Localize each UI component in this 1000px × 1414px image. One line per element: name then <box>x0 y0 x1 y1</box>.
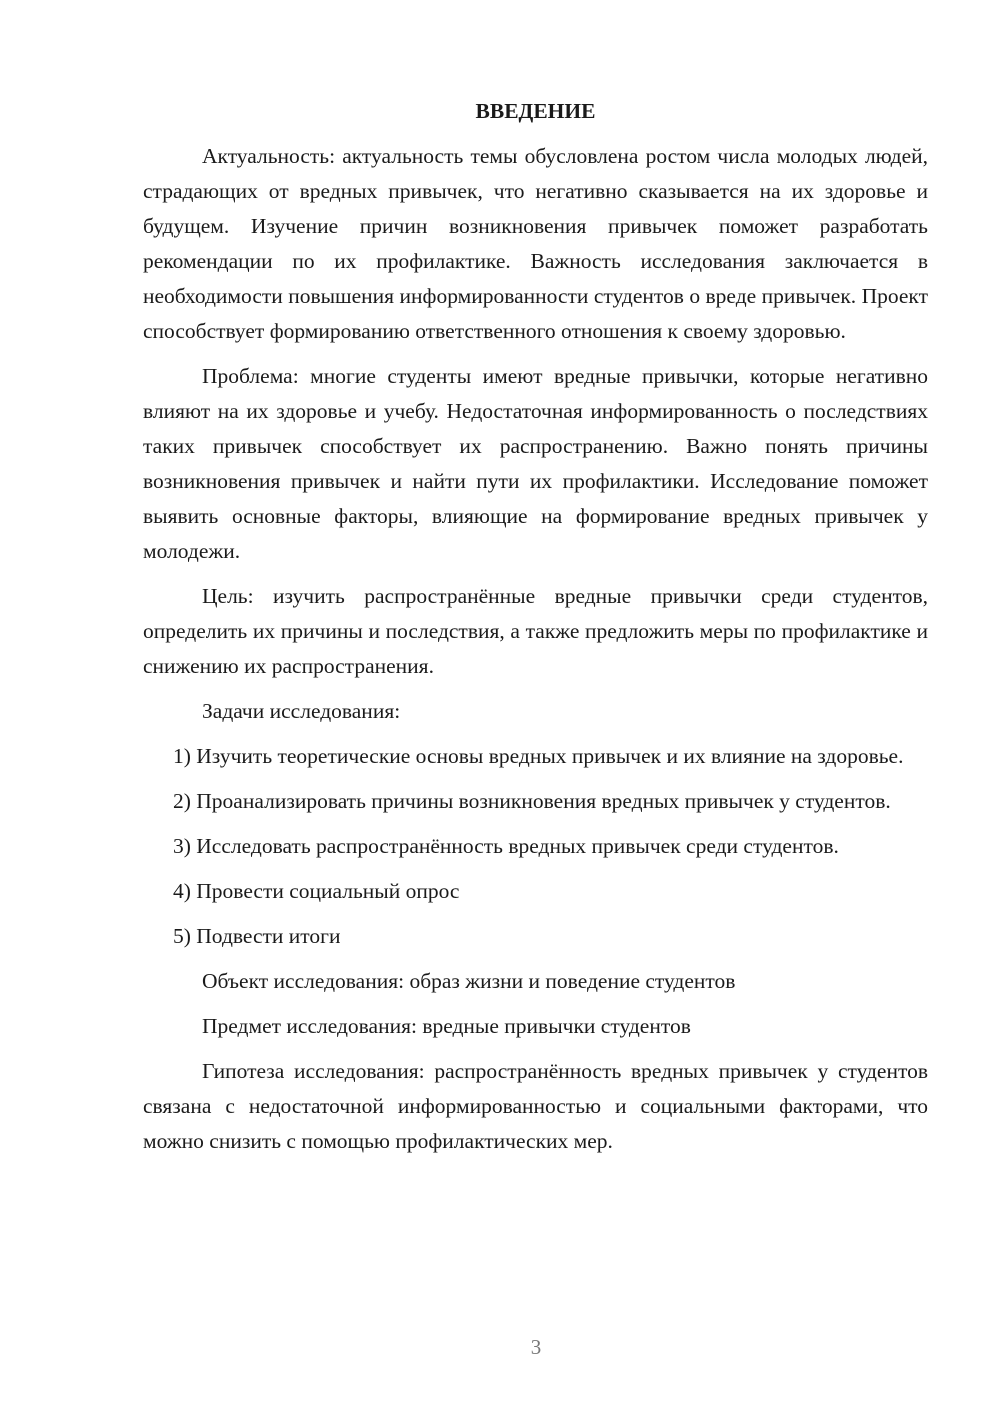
page-number: 3 <box>530 1335 542 1359</box>
hypothesis-paragraph: Гипотеза исследования: распространённость вредных привычек у студентов связана с недостаточной информированностью и социальными факторами, что можно снизить с помощью профилактических мер. <box>143 1059 928 1153</box>
goal-paragraph: Цель: изучить распространённые вредные привычки среди студентов, определить их причины и последствия, а также предложить меры по профилактике и снижению их распространения. <box>143 584 928 678</box>
task-item-5: 5) Подвести итоги <box>173 924 341 948</box>
page-title: ВВЕДЕНИЕ <box>475 99 596 123</box>
problem-paragraph: Проблема: многие студенты имеют вредные привычки, которые негативно влияют на их здоровье и учебу. Недостаточная информированность о последствиях таких привычек способствует их распространению. Важно понять причины возникновения привычек и найти пути их профилактики. Исследование поможет выявить основные факторы, влияющие на формирование вредных привычек у молодежи. <box>143 364 928 563</box>
tasks-heading: Задачи исследования: <box>202 699 401 723</box>
research-object: Объект исследования: образ жизни и поведение студентов <box>202 969 736 993</box>
document-page <box>143 96 928 1169</box>
task-item-1: 1) Изучить теоретические основы вредных привычек и их влияние на здоровье. <box>173 744 904 768</box>
task-item-4: 4) Провести социальный опрос <box>173 879 460 903</box>
task-item-2: 2) Проанализировать причины возникновения вредных привычек у студентов. <box>173 789 891 813</box>
research-subject: Предмет исследования: вредные привычки студентов <box>202 1014 691 1038</box>
relevance-paragraph: Актуальность: актуальность темы обусловлена ростом числа молодых людей, страдающих от вредных привычек, что негативно сказывается на их здоровье и будущем. Изучение причин возникновения привычек поможет разработать рекомендации по их профилактике. Важность исследования заключается в необходимости повышения информированности студентов о вреде привычек. Проект способствует формированию ответственного отношения к своему здоровью. <box>143 144 928 343</box>
task-item-3: 3) Исследовать распространённость вредных привычек среди студентов. <box>173 834 839 858</box>
